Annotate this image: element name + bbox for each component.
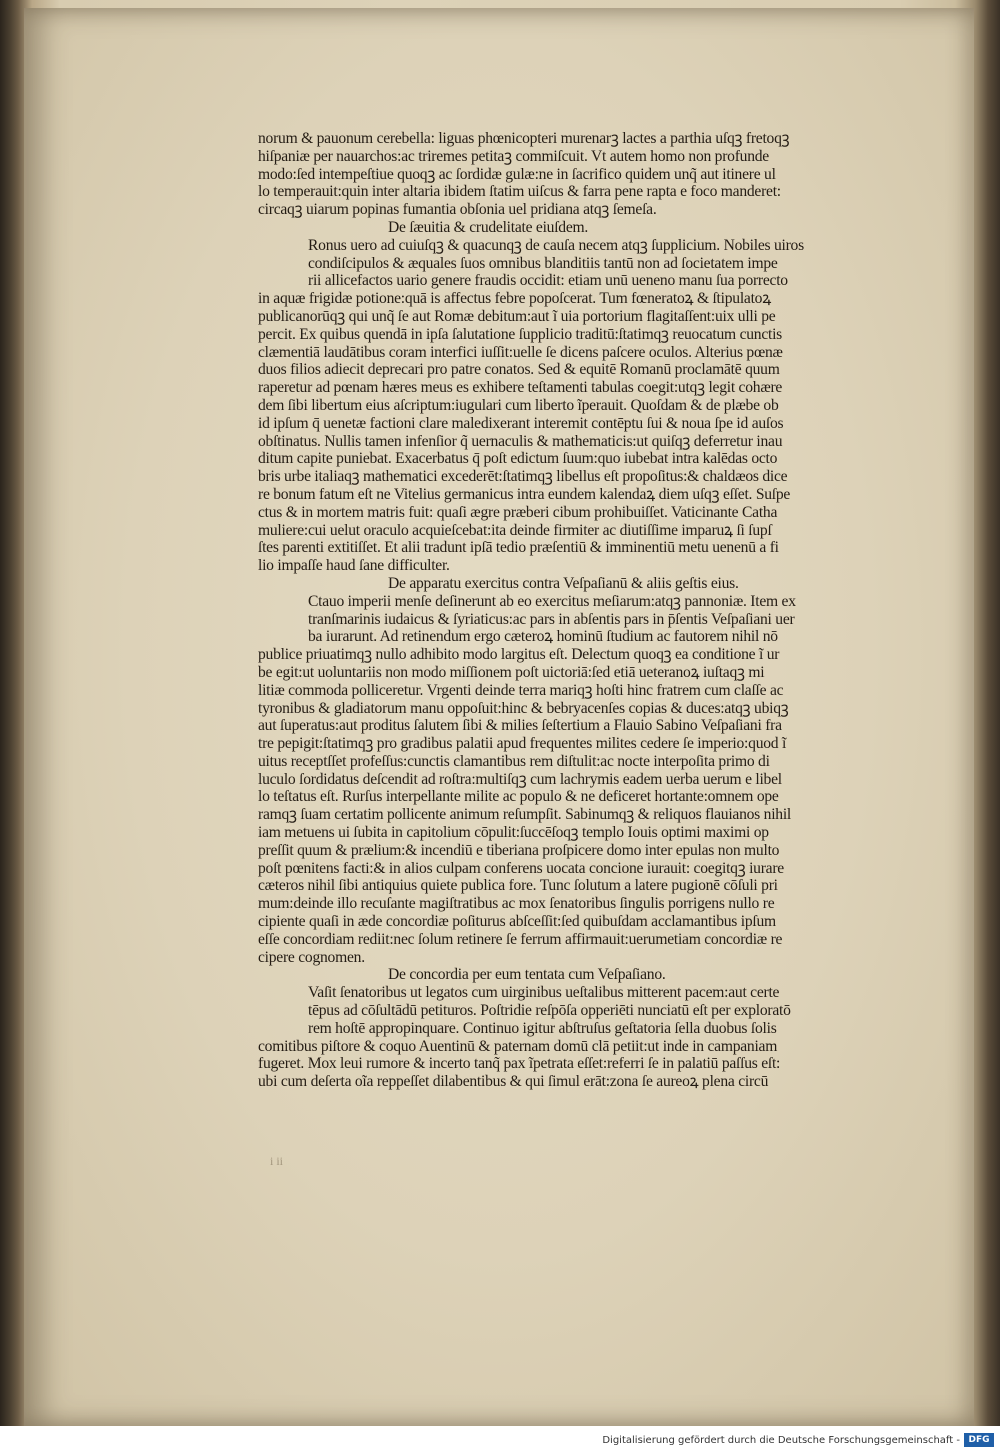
- text-line: dem ſibi libertum eius aſcriptum:iugulari cum liberto ĩperauit. Quoſdam & de plæbe ob: [258, 396, 779, 414]
- text-line: lo temperauit:quin inter altaria ibidem ſtatim uiſcus & farra pene rapta e foco manderet:: [258, 183, 781, 201]
- text-line: ba iurarunt. Ad retinendum ergo cæteroꝝ hominū ſtudium ac fautorem nihil nō: [308, 628, 778, 646]
- text-line: poſt pœnitens facti:& in alios culpam conferens uocata concione iurauit: coegitqꝫ iurare: [258, 859, 784, 877]
- text-line: in aquæ frigidæ potione:quā is affectus febre popoſcerat. Tum fœneratoꝝ & ſtipulatoꝝ: [258, 290, 771, 308]
- text-line: percit. Ex quibus quendā in ipſa ſalutatione ſupplicio traditū:ſtatimqꝫ reuocatum cunctis: [258, 325, 782, 343]
- text-line: raperetur ad pœnam hæres meus es exhibere teſtamenti tabulas coegit:utqꝫ legit cohære: [258, 379, 783, 397]
- text-line: mum:deinde illo recuſante magiſtratibus ac mox ſenatoribus ſingulis porrigens nullo re: [258, 895, 775, 913]
- text-line: tre pepigit:ſtatimqꝫ pro gradibus palatii apud frequentes milites cedere ſe imperio:quod ĩ: [258, 735, 787, 753]
- text-line: publicanorūqꝫ qui unq̃ ſe aut Romæ debitum:aut ĩ uia portorium flagitaſſent:uix ulli pe: [258, 307, 776, 325]
- folio-mark: i ii: [270, 1154, 284, 1168]
- text-line: tēpus ad cōſultādū petituros. Poſtridie reſpōſa opperiēti nunciatū eſt per exploratō: [308, 1002, 791, 1020]
- text-line: condiſcipulos & æquales ſuos omnibus blanditiis tantū non ad ſocietatem impe: [308, 254, 778, 272]
- text-line: preſſit quum & prælium:& incendiū e tiberiana proſpicere domo inter epulas non multo: [258, 841, 780, 859]
- text-line: cæteros nihil ſibi antiquius quiete publica fore. Tunc ſolutum a latere pugionē cōſuli pri: [258, 877, 778, 895]
- text-line: tyronibus & gladiatorum manu oppoſuit:hinc & bebryacenſes copias & duces:atqꝫ ubiqꝫ: [258, 699, 789, 717]
- text-line: uitus receptſſet profeſſus:cunctis clamantibus rem diſtulit:ac nocte interpoſita primo di: [258, 752, 770, 770]
- section-heading: De ſæuitia & crudelitate eiuſdem.: [388, 218, 589, 236]
- text-line: cipere cognomen.: [258, 948, 365, 966]
- text-line: circaqꝫ uiarum popinas fumantia obſonia uel pridiana atqꝫ ſemeſa.: [258, 201, 657, 219]
- text-line: obſtinatus. Nullis tamen infenſior q̃ uernaculis & mathematicis:ut quiſqꝫ deferretur inau: [258, 432, 783, 450]
- text-line: modo:ſed intempeſtiue quoqꝫ ac ſordidæ gulæ:ne in ſacrifico quidem unq̃ aut itinere ul: [258, 165, 776, 183]
- text-line: Vaſit ſenatoribus ut legatos cum uirginibus ueſtalibus mitterent pacem:aut certe: [308, 984, 780, 1002]
- text-line: iam metuens ui ſubita in capitolium cōpulit:ſuccēſoqꝫ templo Iouis optimi maximi op: [258, 824, 769, 842]
- text-line: duos filios adiecit deprecari pro patre conatos. Sed & equitē Romanū proclamātē quum: [258, 361, 780, 379]
- text-line: publice priuatimqꝫ nullo adhibito modo largitus eſt. Delectum quoqꝫ ea conditione ĩ ur: [258, 646, 780, 664]
- text-line: norum & pauonum cerebella: liguas phœnicopteri murenarꝫ lactes a parthia uſqꝫ fretoqꝫ: [258, 130, 790, 147]
- text-line: Ronus uero ad cuiuſqꝫ & quacunqꝫ de cauſa necem atqꝫ ſupplicium. Nobiles uiros: [308, 236, 804, 254]
- text-line: comitibus piſtore & coquo Auentinū & paternam domū clā petiit:ut inde in campaniam: [258, 1037, 778, 1055]
- footer-bar: [0, 1426, 1000, 1456]
- text-line: Ctauo imperii menſe deſinerunt ab eo exercitus meſiarum:atqꝫ pannoniæ. Item ex: [308, 592, 796, 610]
- text-line: muliere:cui uelut oraculo acquieſcebat:ita deinde firmiter ac diutiſſime imparuꝝ ſi ſupſ: [258, 521, 772, 539]
- section-heading: De concordia per eum tentata cum Veſpaſiano.: [388, 966, 666, 984]
- text-line: rii allicefactos uario genere fraudis occidit: etiam unū ueneno manu ſua porrecto: [308, 272, 788, 290]
- text-line: hiſpaniæ per nauarchos:ac triremes petitaꝫ commiſcuit. Vt autem homo non profunde: [258, 147, 769, 165]
- page-body: [258, 130, 898, 1091]
- text-line: eſſe concordiam rediit:nec ſolum retinere ſe ferrum affirmauit:uerumetiam concordiæ re: [258, 930, 783, 948]
- text-line: ubi cum deſerta oĩa reppeſſet dilabentibus & qui ſimul erāt:zona ſe aureoꝝ plena circū: [258, 1073, 769, 1091]
- footer-credit: Digitalisierung gefördert durch die Deutsche Forschungsgemeinschaft -: [602, 1435, 960, 1446]
- text-line: ctus & in mortem matris fuit: quaſi ægre præberi cibum prohibuiſſet. Vaticinante Catha: [258, 503, 778, 521]
- dfg-logo: DFG: [964, 1433, 994, 1447]
- text-line: tranſmarinis iudaicus & ſyriaticus:ac pars in abſentis pars in p̄ſentis Veſpaſiani uer: [308, 610, 795, 628]
- text-line: ditum capite puniebat. Exacerbatus q̄ poſt edictum ſuum:quo iubebat intra kalēdas octo: [258, 450, 778, 468]
- text-line: aut ſuperatus:aut proditus ſalutem ſibi & milies ſeſtertium a Flauio Sabino Veſpaſiani fra: [258, 717, 782, 735]
- text-line: ſtes parenti extitiſſet. Et alii tradunt ipſā tedio præſentiū & imminentiū metu uenenū a fi: [258, 539, 779, 557]
- text-line: litiæ commoda polliceretur. Vrgenti deinde terra mariqꝫ hoſti hinc fratrem cum claſſe ac: [258, 681, 784, 699]
- text-line: id ipſum q̄ uenetæ factioni clare maledixerant interemit contēptu ſui & noua ſpe id auſos: [258, 414, 784, 432]
- text-line: clæmentiā laudātibus coram interfici iuſſit:uelle ſe dicens paſcere oculos. Alterius pœnæ: [258, 343, 783, 361]
- text-line: lo teſtatus eſt. Rurſus interpellante milite ac populo & ne deficeret hortante:omnem ope: [258, 788, 779, 806]
- text-line: be egit:ut uoluntariis non modo miſſionem poſt uictoriā:ſed etiā ueteranoꝝ iuſtaqꝫ mi: [258, 663, 765, 681]
- text-line: ramqꝫ ſuam certatim pollicente animum reſumpſit. Sabinumqꝫ & reliquos flauianos nihil: [258, 806, 791, 824]
- text-line: bris urbe italiaqꝫ mathematici excederēt:ſtatimqꝫ libellus eſt propoſitus:& chaldæos dice: [258, 468, 788, 486]
- text-line: rem hoſtē appropinquare. Continuo igitur abſtruſus geſtatoria ſella duobus ſolis: [308, 1019, 777, 1037]
- text-line: cipiente quaſi in æde concordiæ poſiturus abſceſſit:ſed quibuſdam acclamantibus ipſum: [258, 913, 776, 931]
- text-line: luculo ſordidatus deſcendit ad roſtra:multiſqꝫ cum lachrymis eadem uerba uerum e libel: [258, 770, 782, 788]
- text-line: re bonum fatum eſt ne Vitelius germanicus intra eundem kalendaꝝ diem uſqꝫ eſſet. Suſpe: [258, 485, 791, 503]
- text-line: lio impaſſe haud ſane difficulter.: [258, 557, 450, 575]
- text-line: fugeret. Mox leui rumore & incerto tanq̃ pax ĩpetrata eſſet:referri ſe in palatiū paſſus eſt:: [258, 1055, 781, 1073]
- section-heading: De apparatu exercitus contra Veſpaſianū & aliis geſtis eius.: [388, 574, 739, 592]
